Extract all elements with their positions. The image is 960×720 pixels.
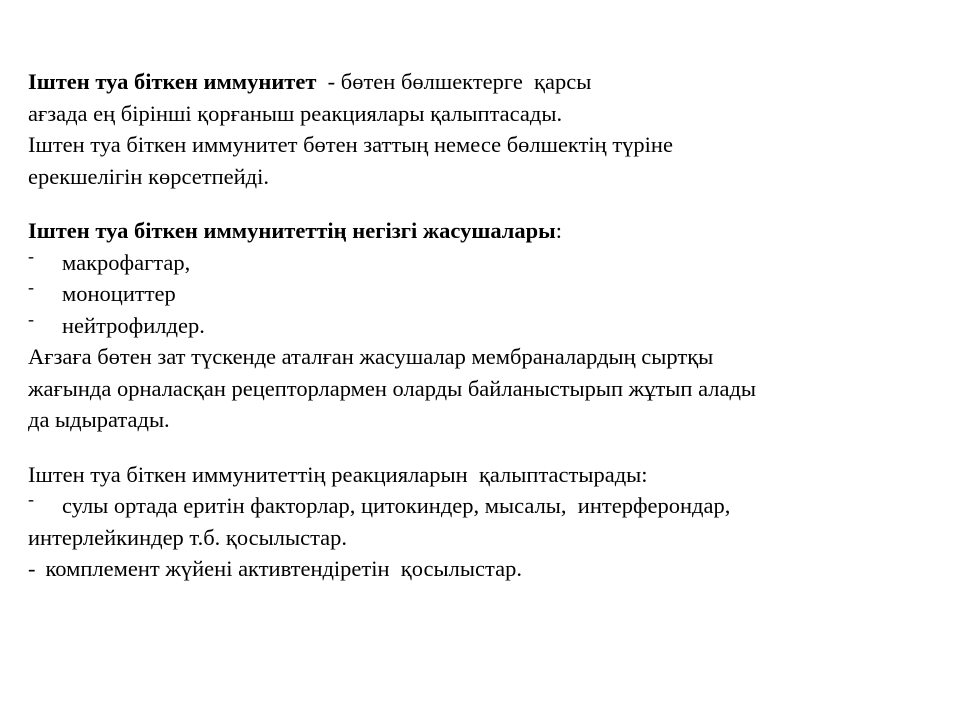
spacer bbox=[28, 192, 928, 215]
cell-list-item-text: нейтрофилдер. bbox=[62, 312, 205, 338]
slide-text bbox=[28, 66, 928, 585]
cells-heading-bold: Іштен туа біткен иммунитеттің негізгі жасушалары bbox=[28, 218, 556, 243]
reactions-heading: Іштен туа біткен иммунитеттің реакцияларын қалыптастырады: bbox=[28, 461, 648, 487]
cell-list-item-text: макрофагтар, bbox=[62, 249, 191, 275]
cell-list-item bbox=[28, 247, 928, 279]
bullet-dash: - bbox=[28, 277, 34, 297]
reactions-list-item-2-text: комплемент жүйені активтендіретін қосылыстар. bbox=[45, 556, 522, 581]
cell-list-item bbox=[28, 278, 928, 310]
paragraph-1-line-2: ағзада ең бірінші қорғаныш реакциялары қалыптасады. bbox=[28, 100, 563, 126]
spacer bbox=[28, 436, 928, 459]
paragraph-1-line-1 bbox=[28, 66, 928, 98]
bullet-dash: - bbox=[28, 245, 34, 266]
inline-dash: - bbox=[28, 556, 36, 581]
paragraph-1-line-4: ерекшелігін көрсетпейді. bbox=[28, 163, 269, 189]
cell-list-item bbox=[28, 310, 928, 342]
cells-heading-colon: : bbox=[555, 218, 562, 243]
reactions-list-item bbox=[28, 490, 928, 522]
bullet-dash: - bbox=[28, 489, 34, 509]
paragraph-1-line-1-rest: - бөтен бөлшектерге қарсы bbox=[316, 69, 592, 94]
cells-heading bbox=[28, 215, 928, 247]
innate-immunity-term: Іштен туа біткен иммунитет bbox=[28, 69, 317, 94]
cells-description-line-1: Ағзаға бөтен зат түскенде аталған жасушалар мембраналардың сыртқы bbox=[28, 344, 714, 369]
cells-description-line-2: жағында орналасқан рецепторлармен оларды байланыстырып жұтып алады bbox=[28, 375, 757, 401]
bullet-dash: - bbox=[28, 308, 34, 329]
reactions-list-item-continuation: интерлейкиндер т.б. қосылыстар. bbox=[28, 524, 348, 550]
reactions-list-item-2 bbox=[28, 553, 928, 585]
cells-description-line-3: да ыдыратады. bbox=[28, 407, 170, 432]
paragraph-1-line-3: Іштен туа біткен иммунитет бөтен заттың немесе бөлшектің түріне bbox=[28, 132, 673, 157]
reactions-list-item-text: сулы ортада еритін факторлар, цитокиндер, мысалы, интерферондар, bbox=[62, 493, 731, 518]
cell-list-item-text: моноциттер bbox=[62, 281, 176, 306]
